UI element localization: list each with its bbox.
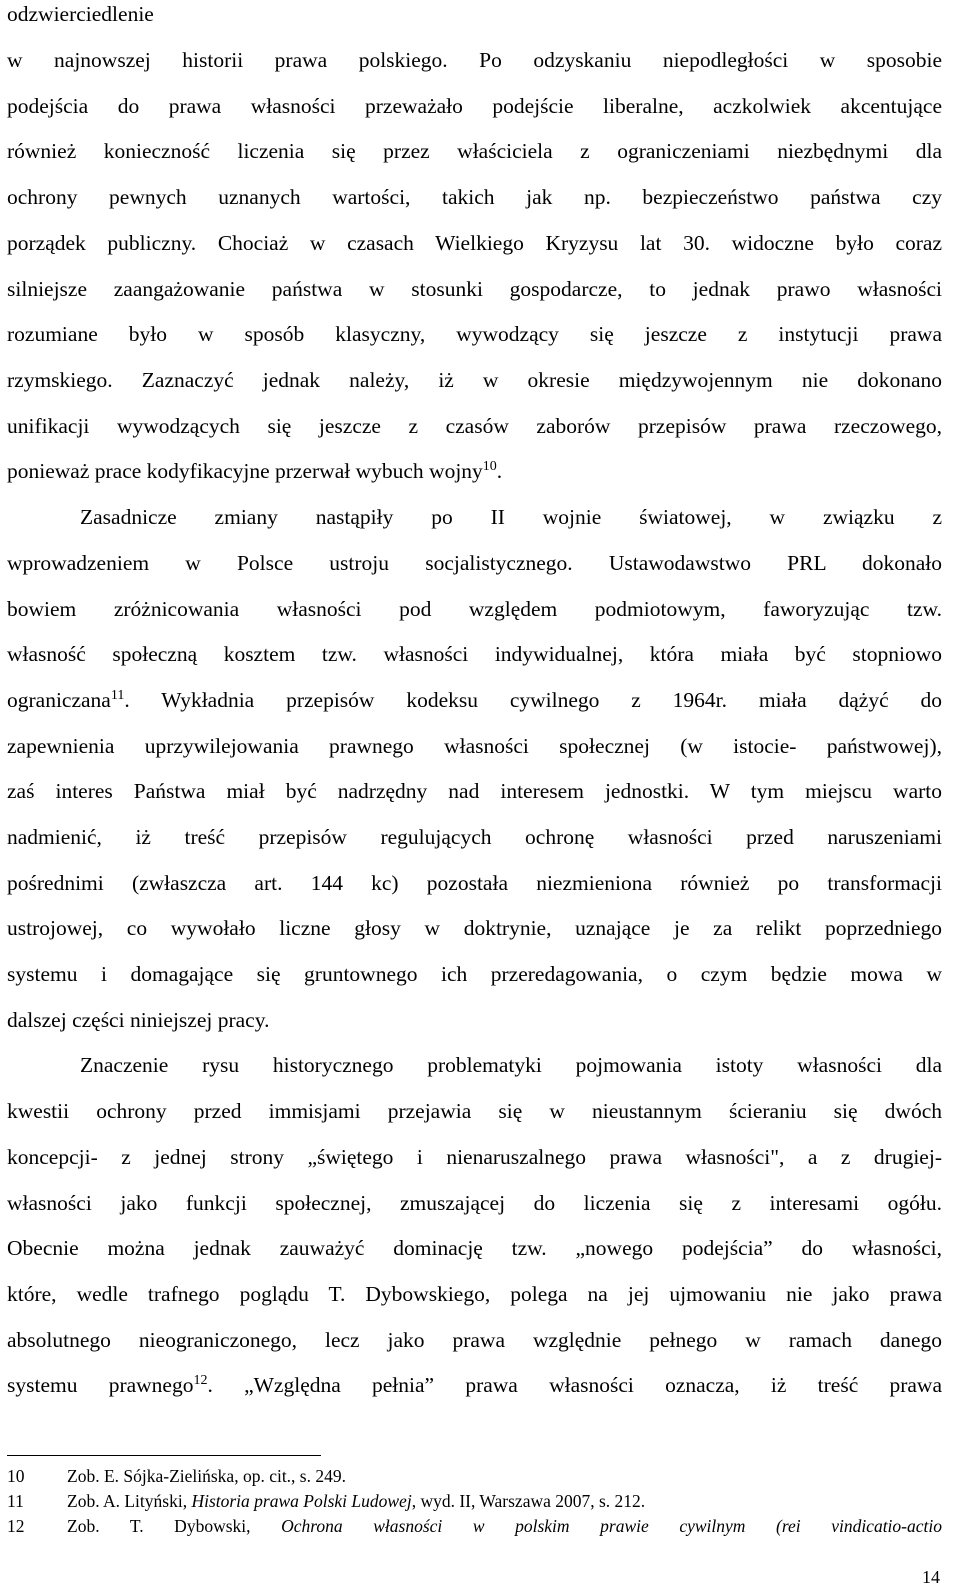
footnote-number: 10 bbox=[7, 1466, 25, 1486]
body-text-line bbox=[7, 457, 942, 485]
footnote-ref-11[interactable]: 11 bbox=[110, 687, 125, 703]
body-text-line: odzwierciedlenie bbox=[7, 2, 154, 26]
body-text-line: dalszej części niniejszej pracy. bbox=[7, 1008, 270, 1032]
body-text-line: własność społeczną kosztem tzw. własności indywidualnej, która miała być stopniowo bbox=[7, 642, 942, 666]
footnote-author: Zob. A. Lityński, bbox=[67, 1491, 192, 1511]
footnote-text bbox=[67, 1490, 942, 1512]
footnote-text: Zob. E. Sójka-Zielińska, op. cit., s. 249. bbox=[67, 1466, 346, 1486]
body-text-line: unifikacji wywodzących się jeszcze z czasów zaborów przepisów prawa rzeczowego, bbox=[7, 414, 942, 438]
body-text-line: silniejsze zaangażowanie państwa w stosunki gospodarcze, to jednak prawo własności bbox=[7, 277, 942, 301]
footnote-details: , wyd. II, Warszawa 2007, s. 212. bbox=[411, 1491, 646, 1511]
body-text-line: absolutnego nieograniczonego, lecz jako prawa względnie pełnego w ramach danego bbox=[7, 1328, 942, 1352]
footnote-number: 11 bbox=[7, 1491, 24, 1511]
paragraph-first-line: Zasadnicze zmiany nastąpiły po II wojnie światowej, w związku z bbox=[80, 505, 942, 529]
footnote-number: 12 bbox=[7, 1516, 25, 1536]
paragraph-first-line: Znaczenie rysu historycznego problematyki pojmowania istoty własności dla bbox=[80, 1053, 942, 1077]
body-text-line: Obecnie można jednak zauważyć dominację tzw. „nowego podejścia” do własności, bbox=[7, 1236, 942, 1260]
body-text-line: w najnowszej historii prawa polskiego. Po odzyskaniu niepodległości w sposobie bbox=[7, 48, 942, 72]
body-text-line: kwestii ochrony przed immisjami przejawia się w nieustannym ścieraniu się dwóch bbox=[7, 1099, 942, 1123]
body-text-line bbox=[7, 1371, 942, 1399]
body-text-line: koncepcji- z jednej strony „świętego i nienaruszalnego prawa własności", a z drugiej- bbox=[7, 1145, 942, 1169]
line-text: . bbox=[496, 459, 503, 483]
body-text-line: porządek publiczny. Chociaż w czasach Wielkiego Kryzysu lat 30. widoczne było coraz bbox=[7, 231, 942, 255]
line-text: systemu prawnego bbox=[7, 1373, 194, 1397]
line-text: . Wykładnia przepisów kodeksu cywilnego z 1964r. miała dążyć do bbox=[124, 688, 942, 712]
line-text: ograniczana bbox=[7, 688, 111, 712]
footnote-author: Zob. T. Dybowski, bbox=[67, 1516, 282, 1536]
body-text-line: wprowadzeniem w Polsce ustroju socjalistycznego. Ustawodawstwo PRL dokonało bbox=[7, 551, 942, 575]
body-text-line: ustrojowej, co wywołało liczne głosy w doktrynie, uznające je za relikt poprzedniego bbox=[7, 916, 942, 940]
line-text: ponieważ prace kodyfikacyjne przerwał wybuch wojny bbox=[7, 459, 483, 483]
body-text-line: nadmienić, iż treść przepisów regulujących ochronę własności przed naruszeniami bbox=[7, 825, 942, 849]
body-text-line: ochrony pewnych uznanych wartości, takich jak np. bezpieczeństwo państwa czy bbox=[7, 185, 942, 209]
body-text-line: zaś interes Państwa miał być nadrzędny nad interesem jednostki. W tym miejscu warto bbox=[7, 779, 942, 803]
footnote-title: Ochrona własności w polskim prawie cywilnym (rei vindicatio-actio bbox=[281, 1516, 942, 1536]
body-text-line: rzymskiego. Zaznaczyć jednak należy, iż w okresie międzywojennym nie dokonano bbox=[7, 368, 942, 392]
body-text-line: bowiem zróżnicowania własności pod względem podmiotowym, faworyzując tzw. bbox=[7, 597, 942, 621]
footnote-text bbox=[67, 1515, 942, 1537]
body-text-line bbox=[7, 686, 942, 714]
body-text-line: które, wedle trafnego poglądu T. Dybowskiego, polega na jej ujmowaniu nie jako prawa bbox=[7, 1282, 942, 1306]
footnote-separator bbox=[7, 1455, 321, 1456]
line-text: . „Względna pełnia” prawa własności oznacza, iż treść prawa bbox=[207, 1373, 942, 1397]
footnote-ref-12[interactable]: 12 bbox=[193, 1372, 208, 1388]
body-text-line: również konieczność liczenia się przez właściciela z ograniczeniami niezbędnymi dla bbox=[7, 139, 942, 163]
body-text-line: własności jako funkcji społecznej, zmuszającej do liczenia się z interesami ogółu. bbox=[7, 1191, 942, 1215]
body-text-line: zapewnienia uprzywilejowania prawnego własności społecznej (w istocie- państwowej), bbox=[7, 734, 942, 758]
footnote-title: Historia prawa Polski Ludowej bbox=[191, 1491, 412, 1511]
footnote-ref-10[interactable]: 10 bbox=[482, 458, 497, 474]
body-text-line: rozumiane było w sposób klasyczny, wywodzący się jeszcze z instytucji prawa bbox=[7, 322, 942, 346]
body-text-line: podejścia do prawa własności przeważało podejście liberalne, aczkolwiek akcentujące bbox=[7, 94, 942, 118]
page-number: 14 bbox=[922, 1567, 940, 1587]
body-text-line: systemu i domagające się gruntownego ich przeredagowania, o czym będzie mowa w bbox=[7, 962, 942, 986]
body-text-line: pośrednimi (zwłaszcza art. 144 kc) pozostała niezmieniona również po transformacji bbox=[7, 871, 942, 895]
